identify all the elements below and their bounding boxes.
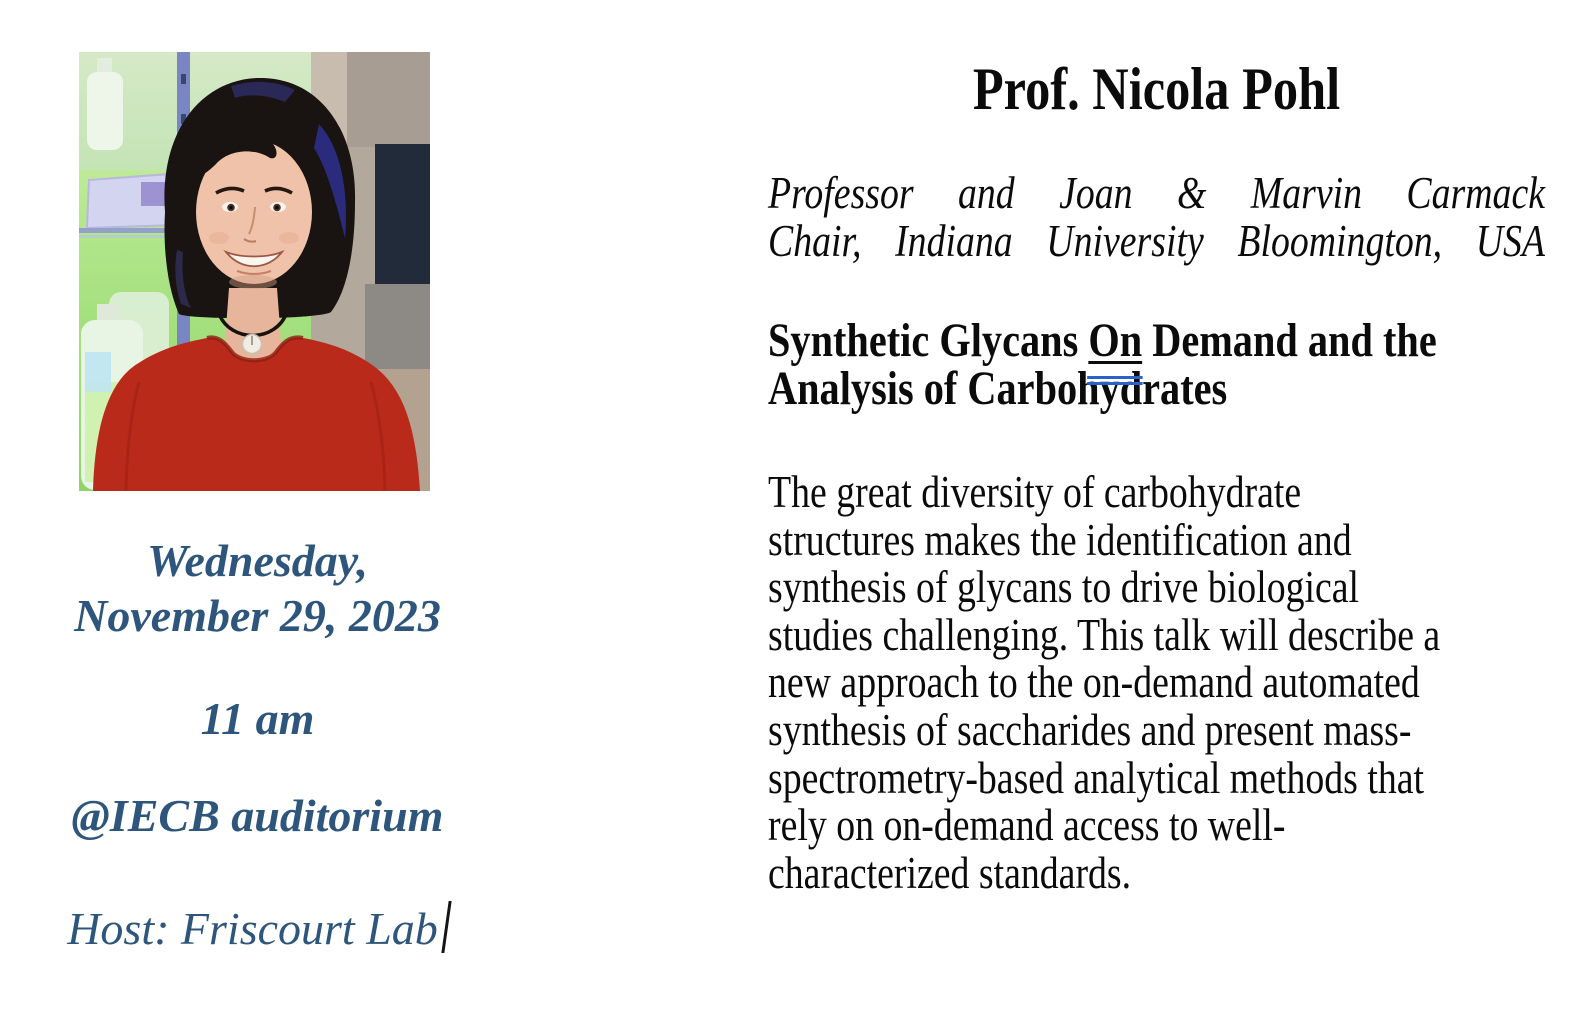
text-cursor (441, 901, 451, 953)
abstract-line: structures makes the identification and (768, 514, 1352, 565)
speaker-affiliation (768, 170, 1545, 265)
event-host-text: Host: Friscourt Lab (67, 903, 438, 954)
speaker-column (768, 0, 1545, 1036)
abstract-line: new approach to the on-demand automated (768, 657, 1420, 708)
abstract-line: rely on on-demand access to well- (768, 800, 1286, 851)
talk-title-line1-before: Synthetic Glycans (768, 314, 1089, 367)
event-time: 11 am (200, 693, 315, 744)
speaker-photo (79, 52, 430, 491)
event-date (40, 533, 475, 643)
event-host-line[interactable] (40, 901, 475, 956)
abstract-line: synthesis of glycans to drive biological (768, 562, 1360, 613)
speaker-name: Prof. Nicola Pohl (972, 56, 1341, 122)
abstract-line: studies challenging. This talk will describe a (768, 609, 1441, 660)
speaker-photo-illustration (79, 52, 430, 491)
talk-title-line2: Analysis of Carbohydrates (768, 361, 1228, 415)
abstract-line: synthesis of saccharides and present mass- (768, 704, 1412, 755)
talk-abstract (768, 469, 1545, 897)
event-date-line1: Wednesday, (146, 535, 368, 586)
talk-title-line1 (768, 314, 1545, 367)
event-date-line2: November 29, 2023 (74, 590, 441, 641)
abstract-line: characterized standards. (768, 847, 1132, 898)
talk-title-line1-after: Demand and the (1142, 314, 1437, 367)
event-location: @IECB auditorium (71, 790, 444, 841)
abstract-line: The great diversity of carbohydrate (768, 467, 1302, 517)
talk-title-underlined-word: On (1088, 314, 1143, 367)
affiliation-line2: Chair, Indiana University Bloomington, USA (768, 215, 1545, 266)
abstract-line: spectrometry-based analytical methods that (768, 752, 1425, 803)
affiliation-line1: Professor and Joan & Marvin Carmack (768, 168, 1545, 218)
talk-title (768, 314, 1545, 415)
